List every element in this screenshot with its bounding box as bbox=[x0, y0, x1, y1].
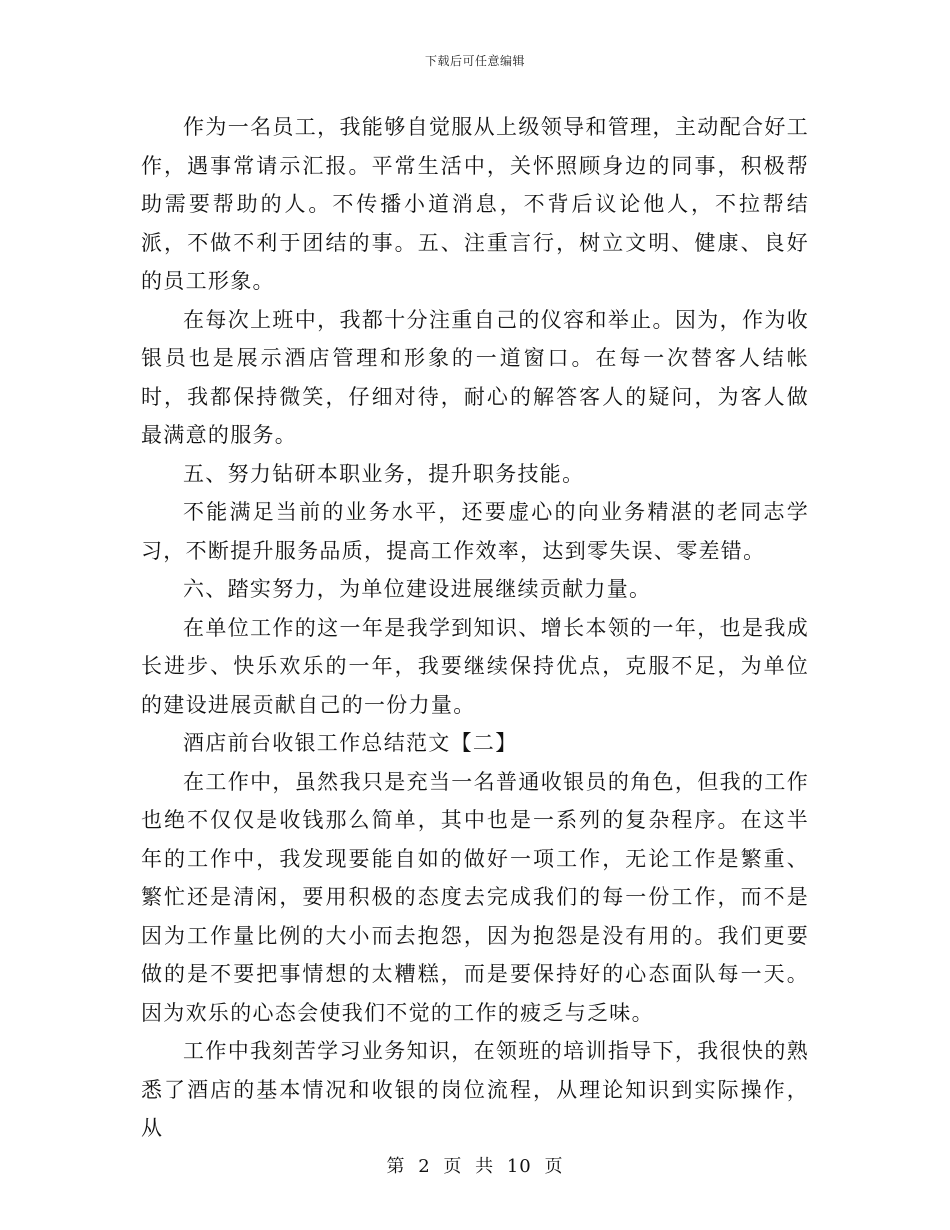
section-heading: 五、努力钻研本职业务，提升职务技能。 bbox=[183, 461, 585, 486]
section-heading: 六、踏实努力，为单位建设进展继续贡献力量。 bbox=[183, 577, 652, 601]
body-paragraph: 作为一名员工，我能够自觉服从上级领导和管理，主动配合好工作，遇事常请示汇报。平常生活中，关怀照顾身边的同事，积极帮助需要帮助的人。不传播小道消息，不背后议论他人，不拉帮结派，不做不利于团结的事。五、注重言行，树立文明、健康、良好的员工形象。 bbox=[141, 115, 809, 293]
page-header-note: 下载后可任意编辑 bbox=[424, 54, 525, 68]
body-paragraph: 在每次上班中，我都十分注重自己的仪容和举止。因为，作为收银员也是展示酒店管理和形象的一道窗口。在每一次替客人结帐时，我都保持微笑，仔细对待，耐心的解答客人的疑问，为客人做最满意的服务。 bbox=[141, 307, 809, 447]
document-subtitle: 酒店前台收银工作总结范文【二】 bbox=[183, 731, 518, 755]
body-paragraph: 不能满足当前的业务水平，还要虚心的向业务精湛的老同志学习，不断提升服务品质，提高工作效率，达到零失误、零差错。 bbox=[141, 500, 809, 563]
body-paragraph: 在单位工作的这一年是我学到知识、增长本领的一年，也是我成长进步、快乐欢乐的一年，我要继续保持优点，克服不足，为单位的建设进展贡献自己的一份力量。 bbox=[141, 615, 809, 717]
page-number: 第 2 页 共 10 页 bbox=[386, 1156, 564, 1177]
body-paragraph: 工作中我刻苦学习业务知识，在领班的培训指导下，我很快的熟悉了酒店的基本情况和收银的岗位流程，从理论知识到实际操作，从 bbox=[141, 1039, 809, 1140]
document-body bbox=[141, 108, 809, 1148]
body-paragraph: 在工作中，虽然我只是充当一名普通收银员的角色，但我的工作也绝不仅仅是收钱那么简单，其中也是一系列的复杂程序。在这半年的工作中，我发现要能自如的做好一项工作，无论工作是繁重、繁忙还是清闲，要用积极的态度去完成我们的每一份工作，而不是因为工作量比例的大小而去抱怨，因为抱怨是没有用的。我们更要做的是不要把事情想的太糟糕，而是要保持好的心态面队每一天。因为欢乐的心态会使我们不觉的工作的疲乏与乏味。 bbox=[141, 769, 809, 1025]
